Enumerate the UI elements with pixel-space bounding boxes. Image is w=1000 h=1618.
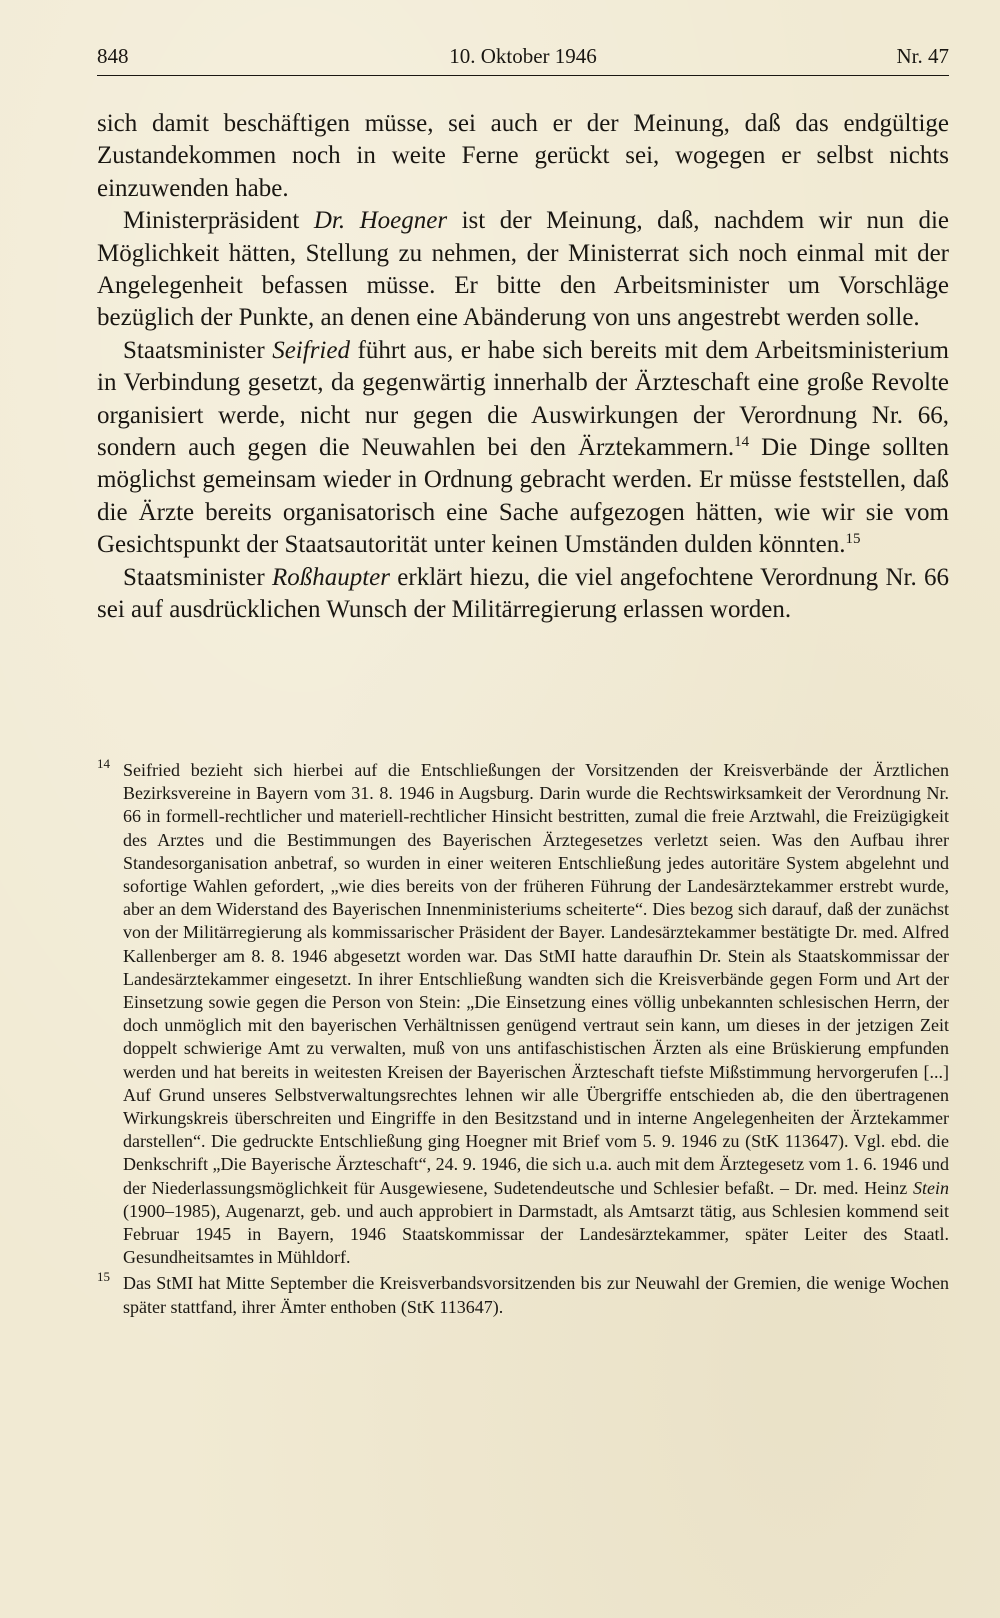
footnote-text-part: Seifried bezieht sich hierbei auf die Entschließungen der Vorsitzenden der Kreisverbände der Ärztlichen Bezirksvereine in Bayern vom 31. 8. 1946 in Augsburg. Darin wurde die Rechtswirksamkeit der Verordnung Nr. 66 in formell-rechtlicher und materiell-rechtlicher Hinsicht bestritten, zumal die freie Arztwahl, die Freizügigkeit des Arztes und die Bestimmungen des Bayerischen Ärztegesetzes verletzt seien. Was den Aufbau ihrer Standesorganisation anbetraf, so wurden in einer weiteren Entschließung jedes autoritäre System abgelehnt und sofortige Wahlen gefordert, „wie dies bereits von der früheren Führung der Landesärztekammer erstrebt wurde, aber an dem Widerstand des Bayerischen Innenministeriums scheiterte“. Dies bezog sich darauf, daß der zunächst von der Militärregierung als kommissarischer Präsident der Bayer. Landesärztekammer bestätigte Dr. med. Alfred Kallenberger am 8. 8. 1946 abgesetzt worden war. Das StMI hatte daraufhin Dr. Stein als Staatskommissar der Landesärztekammer eingesetzt. In ihrer Entschließung wandten sich die Kreisverbände gegen Form und Art der Einsetzung sowie gegen die Person von Stein: „Die Einsetzung eines völlig unbekannten schlesischen Herrn, der doch unmöglich mit den bayerischen Verhältnissen genügend vertraut sein kann, um dieses in der jetzigen Zeit doppelt schwierige Amt zu verwalten, muß von uns antifaschistischen Ärzten als eine Brüskierung empfunden werden und hat bereits in weitesten Kreisen der Bayerischen Ärzteschaft tiefste Mißstimmung hervorgerufen [...] Auf Grund unseres Selbstverwaltungsrechtes lehnen wir alle Übergriffe entschieden ab, die den übertragenen Wirkungskreis überschreiten und Eingriffe in den Besitzstand und in interne Angelegenheiten der Ärztekammer darstellen“. Die gedruckte Entschließung ging Hoegner mit Brief vom 5. 9. 1946 zu (StK 113647). Vgl. ebd. die Denkschrift „Die Bayerische Ärzteschaft“, 24. 9. 1946, die sich u.a. auch mit dem Ärztegesetz vom 1. 6. 1946 und der Niederlassungsmöglichkeit für Ausgewiesene, Sudetendeutsche und Schlesier befaßt. – Dr. med. Heinz (123, 760, 949, 1198)
paragraph (97, 205, 949, 335)
paragraph-text: Staatsminister (123, 336, 273, 364)
footnote-reference[interactable]: 14 (734, 434, 750, 451)
paragraph (97, 108, 949, 205)
paragraph-text: sich damit beschäftigen müsse, sei auch er der Meinung, daß das endgültige Zustandekommen noch in weite Ferne gerückt sei, wogegen er selbst nichts einzuwenden habe. (97, 110, 949, 202)
footnote-mark: 14 (97, 756, 110, 771)
footnote (97, 1269, 949, 1318)
paragraph-text: ist der Meinung, daß, nachdem wir nun die Möglichkeit hätten, Stellung zu nehmen, der Ministerrat sich noch einmal mit der Angelegenheit befassen müsse. Er bitte den Arbeitsminister um Vorschläge bezüglich der Punkte, an denen eine Abänderung von uns angestrebt werden solle. (97, 207, 950, 332)
main-text (97, 108, 949, 627)
footnote-text-part: (1900–1985), Augenarzt, geb. und auch approbiert in Darmstadt, als Amtsarzt tätig, aus Schlesien kommend seit Februar 1945 in Bayern, 1946 Staatskommissar der Landesärztekammer, später Leiter des Staatl. Gesundheitsamtes in Mühldorf. (123, 1200, 949, 1268)
person-name: Stein (913, 1177, 949, 1198)
footnote-mark: 15 (97, 1269, 110, 1285)
running-header (97, 44, 949, 76)
speaker-title: Dr. (313, 207, 346, 235)
paragraph (97, 335, 949, 562)
footnote-text (123, 1272, 949, 1318)
page-number: 848 (97, 44, 129, 68)
footnote-text (123, 759, 949, 1269)
header-date: 10. Oktober 1946 (449, 44, 597, 68)
paragraph-text: führt aus, er habe sich bereits mit dem Arbeitsministerium in Verbindung gesetzt, da gegenwärtig innerhalb der Ärzteschaft eine große Revolte organisiert werde, nicht nur gegen die Auswirkungen der Verordnung Nr. 66, sondern auch gegen die Neuwahlen bei den Ärztekammern. (97, 336, 949, 462)
footnote-reference[interactable]: 15 (845, 531, 861, 548)
paragraph-text: Ministerpräsident (123, 207, 314, 235)
footnote (97, 756, 949, 1269)
header-rule (97, 75, 949, 76)
paragraph (97, 562, 949, 627)
speaker-name: Hoegner (359, 207, 448, 235)
paragraph-text: Die Dinge sollten möglichst gemeinsam wieder in Ordnung gebracht werden. Er müsse feststellen, daß die Ärzte bereits organisatorisch eine Sache aufgezogen hätten, wie wir sie vom Gesichtspunkt der Staatsautorität unter keinen Umständen dulden könnten. (97, 434, 949, 559)
footnote-text-part: Das StMI hat Mitte September die Kreisverbandsvorsitzenden bis zur Neuwahl der Gremien, die wenige Wochen später stattfand, ihrer Ämter enthoben (StK 113647). (123, 1273, 949, 1317)
speaker-name: Roßhaupter (271, 563, 390, 591)
speaker-name: Seifried (272, 336, 350, 364)
paragraph-text: Staatsminister (123, 563, 272, 591)
footnotes (97, 756, 949, 1322)
paragraph-text: erklärt hiezu, die viel angefochtene Verordnung Nr. 66 sei auf ausdrücklichen Wunsch der Militärregierung erlassen worden. (97, 563, 949, 624)
issue-number: Nr. 47 (896, 44, 949, 68)
